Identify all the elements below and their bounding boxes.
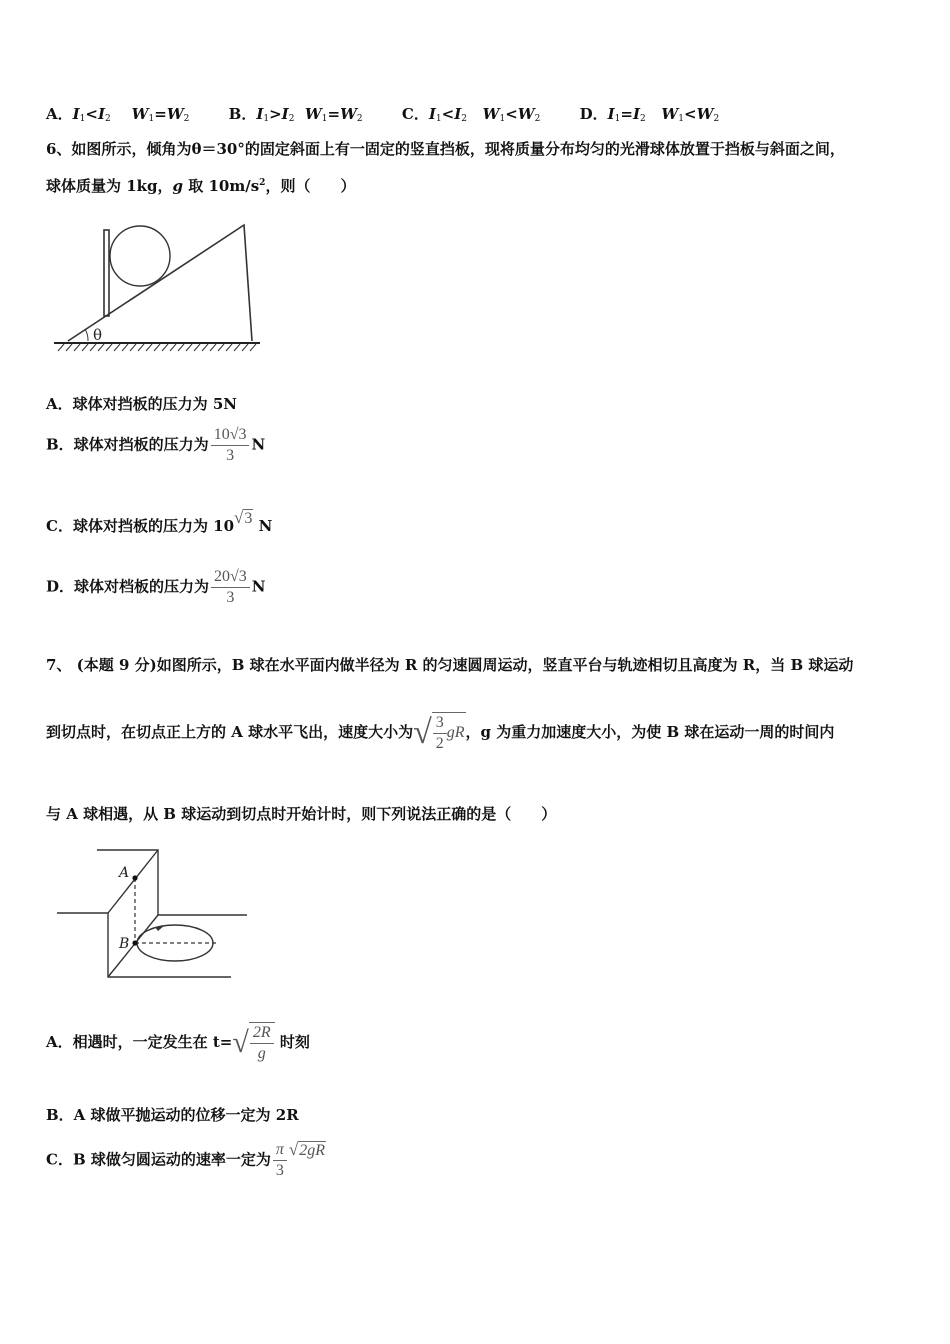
q6-option-d-fraction: $\frac{20√3}{3}$ (211, 567, 250, 608)
q7-option-a[interactable]: A．相遇时，一定发生在 t=√ $\frac{2R}{g}$ 时刻 (46, 1024, 310, 1062)
q7-stem-line3: 与 A 球相遇，从 B 球运动到切点时开始计时，则下列说法正确的是（ ） (46, 805, 557, 823)
q7-option-b[interactable]: B．A 球做平抛运动的位移一定为 2R (46, 1106, 299, 1124)
q6-option-b[interactable]: B．球体对挡板的压力为 $\frac{10√3}{3}$ N (46, 426, 266, 464)
q7-stem-line1: 7、 (本题 9 分)如图所示，B 球在水平面内做半径为 R 的匀速圆周运动，竖直平台与轨迹相切且高度为 R，当 B 球运动 (46, 656, 854, 674)
q6-stem-line1: 6、如图所示，倾角为θ＝30°的固定斜面上有一固定的竖直挡板，现将质量分布均匀的光滑球体放置于挡板与斜面之间， (46, 140, 845, 158)
q7-figure-label-a: A (119, 865, 130, 881)
q7-speed-radical: √ $\frac{3}{2}$ gR (413, 714, 465, 752)
q7-option-c-fraction: $\frac{\pi}{3}$ (273, 1140, 287, 1181)
q5-option-d[interactable]: D．$I_1=I_2$ $W_1<W_2$ (579, 105, 720, 124)
q6-option-c-radical: √3 (234, 508, 253, 527)
q6-figure-incline (48, 205, 270, 355)
q6-option-c[interactable]: C．球体对挡板的压力为 10√3 N (46, 508, 273, 535)
q5-option-a[interactable]: A．$I_1<I_2$ $W_1=W_2$ (46, 105, 190, 124)
q5-option-b[interactable]: B．$I_1>I_2$ $W_1=W_2$ (228, 105, 363, 124)
q6-figure-theta: θ (93, 326, 103, 344)
q7-option-a-radical: √ $\frac{2R}{g}$ (232, 1022, 274, 1064)
q7-figure-platform (55, 845, 255, 985)
q6-stem-line2: 球体质量为 1kg，g 取 $10m/s^2$，则（ ） (46, 177, 356, 195)
q6-option-b-fraction: $\frac{10√3}{3}$ (211, 425, 250, 466)
q6-option-d[interactable]: D．球体对档板的压力为 $\frac{20√3}{3}$ N (46, 568, 266, 606)
q7-figure-label-b: B (119, 936, 130, 952)
q7-option-c-radical: √2gR (288, 1139, 325, 1159)
q7-stem-line2: 到切点时，在切点正上方的 A 球水平飞出，速度大小为√ $\frac{3}{2}$ gR，g 为重力加速度大小，为使 B 球在运动一周的时间内 (46, 714, 835, 752)
q7-option-c[interactable]: C．B 球做匀圆运动的速率一定为 $\frac{\pi}{3}$ √2gR (46, 1139, 325, 1179)
q6-option-a[interactable]: A．球体对挡板的压力为 5N (46, 395, 238, 413)
q5-option-c[interactable]: C．$I_1<I_2$ $W_1<W_2$ (401, 105, 541, 124)
q5-options-row (46, 103, 753, 124)
